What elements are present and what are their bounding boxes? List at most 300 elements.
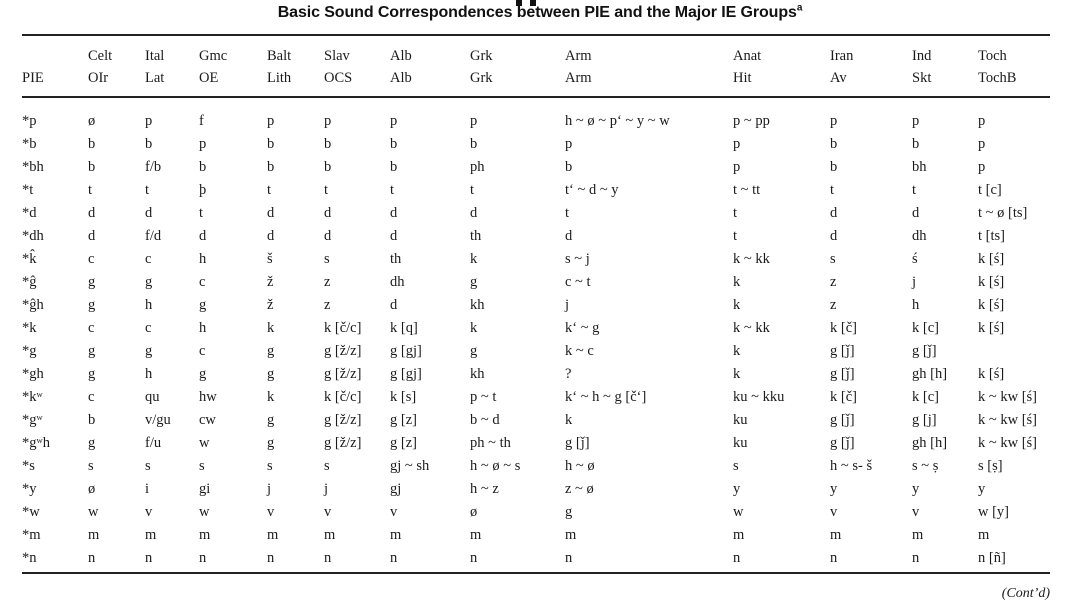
correspondence-cell: p	[978, 159, 986, 175]
correspondence-cell: š	[267, 251, 273, 267]
correspondence-cell: c	[199, 274, 206, 290]
correspondence-cell: b ~ d	[470, 412, 500, 428]
table-row	[22, 521, 1050, 544]
correspondence-cell: d	[88, 228, 96, 244]
correspondence-cell: d	[267, 205, 275, 221]
correspondence-cell: f/u	[145, 435, 162, 451]
correspondence-cell: k [č]	[830, 320, 857, 336]
correspondence-cell: g [z]	[390, 435, 417, 451]
correspondence-cell: k [ś]	[978, 366, 1005, 382]
correspondence-cell: ku	[733, 412, 748, 428]
correspondence-cell: qu	[145, 389, 160, 405]
correspondence-cell: s	[324, 458, 330, 474]
pie-phoneme-cell: *b	[22, 136, 37, 152]
header-row-langs	[22, 65, 1050, 97]
table-title	[0, 4, 1080, 22]
correspondence-cell: t	[88, 182, 93, 198]
correspondence-cell: g	[267, 343, 275, 359]
correspondence-cell: s ~ j	[565, 251, 590, 267]
correspondence-cell: g [ž/z]	[324, 412, 362, 428]
correspondence-cell: y	[733, 481, 741, 497]
table-row	[22, 130, 1050, 153]
col-lang-header: OCS	[324, 65, 390, 97]
correspondence-cell: s [ṣ]	[978, 458, 1003, 474]
correspondence-cell: g	[470, 274, 478, 290]
correspondence-cell: n	[199, 550, 207, 566]
col-lang-header: PIE	[22, 65, 88, 97]
pie-phoneme-cell: *w	[22, 504, 40, 520]
correspondence-cell: k [č/c]	[324, 389, 362, 405]
correspondence-cell: v	[145, 504, 153, 520]
correspondence-cell: f/d	[145, 228, 162, 244]
correspondence-cell: d	[565, 228, 573, 244]
correspondence-cell: g	[565, 504, 573, 520]
correspondence-cell: k ~ kk	[733, 320, 770, 336]
correspondence-cell: gj	[390, 481, 402, 497]
table-row	[22, 452, 1050, 475]
correspondence-cell: t	[390, 182, 395, 198]
table-row	[22, 475, 1050, 498]
correspondence-cell: gh [h]	[912, 366, 948, 382]
correspondence-cell: h	[199, 320, 207, 336]
table-row	[22, 176, 1050, 199]
correspondence-cell: k [č]	[830, 389, 857, 405]
correspondence-cell: c	[199, 343, 206, 359]
col-group-header: Balt	[267, 48, 292, 64]
correspondence-cell: d	[390, 228, 398, 244]
correspondence-cell: k	[470, 320, 478, 336]
correspondence-cell: s	[145, 458, 151, 474]
correspondence-cell: h ~ ø	[565, 458, 595, 474]
correspondence-cell: k‘ ~ h ~ g [č‘]	[565, 389, 647, 405]
correspondence-cell: h	[199, 251, 207, 267]
correspondence-cell: th	[470, 228, 482, 244]
correspondence-cell: ś	[912, 251, 918, 267]
correspondence-cell: k	[267, 320, 275, 336]
correspondence-cell: j	[912, 274, 917, 290]
col-lang-header: TochB	[978, 65, 1050, 97]
correspondence-cell: ku ~ kku	[733, 389, 785, 405]
correspondence-cell: d	[199, 228, 207, 244]
correspondence-cell: w	[199, 435, 210, 451]
correspondence-cell: t ~ ø [ts]	[978, 205, 1028, 221]
correspondence-cell: c	[145, 320, 152, 336]
table-row	[22, 222, 1050, 245]
correspondence-cell: g	[267, 366, 275, 382]
col-lang-header: Skt	[912, 65, 978, 97]
correspondence-cell: k	[565, 412, 573, 428]
col-lang-header: OE	[199, 65, 267, 97]
correspondence-cell: c	[88, 251, 95, 267]
table-row	[22, 429, 1050, 452]
correspondence-cell: h ~ z	[470, 481, 499, 497]
pie-phoneme-cell: *gh	[22, 366, 44, 382]
correspondence-cell: k [ś]	[978, 297, 1005, 313]
correspondence-cell: b	[470, 136, 478, 152]
correspondence-cell: n	[830, 550, 838, 566]
correspondence-cell: m	[199, 527, 211, 543]
correspondence-cell: t	[199, 205, 204, 221]
title-footnote-marker: a	[796, 2, 803, 14]
col-group-header: Celt	[88, 48, 113, 64]
correspondence-cell: b	[88, 159, 96, 175]
correspondence-cell: m	[470, 527, 482, 543]
correspondence-cell: t	[324, 182, 329, 198]
table-row	[22, 291, 1050, 314]
correspondence-cell: c	[145, 251, 152, 267]
continued-note: (Cont’d)	[1001, 586, 1050, 601]
correspondence-cell: hw	[199, 389, 217, 405]
correspondence-cell: p	[145, 113, 153, 129]
correspondence-cell: kh	[470, 366, 485, 382]
correspondence-cell: n	[145, 550, 153, 566]
correspondence-cell: b	[145, 136, 153, 152]
correspondence-cell: g [ǰ]	[830, 343, 855, 359]
pie-phoneme-cell: *k̂	[22, 251, 37, 267]
pie-phoneme-cell: *s	[22, 458, 35, 474]
correspondence-cell: b	[88, 412, 96, 428]
correspondence-cell: þ	[199, 182, 207, 198]
correspondence-cell: w [y]	[978, 504, 1010, 520]
title-text: Basic Sound Correspondences between PIE and the Major IE Groups	[277, 4, 797, 21]
correspondence-cell: t [ts]	[978, 228, 1005, 244]
col-lang-header: Av	[830, 65, 912, 97]
correspondence-cell: ø	[470, 504, 478, 520]
correspondence-cell: p	[912, 113, 920, 129]
correspondence-cell: t	[267, 182, 272, 198]
correspondence-cell: s ~ ṣ	[912, 458, 939, 474]
correspondence-cell: g	[88, 343, 96, 359]
correspondence-cell: g	[199, 366, 207, 382]
correspondence-cell: p	[733, 136, 741, 152]
correspondence-cell: b	[830, 159, 838, 175]
correspondence-cell: p	[565, 136, 573, 152]
table-row	[22, 498, 1050, 521]
correspondence-cell: b	[912, 136, 920, 152]
correspondence-cell: d	[324, 205, 332, 221]
correspondence-cell: b	[390, 136, 398, 152]
correspondence-cell: ž	[267, 297, 274, 313]
correspondence-cell: k ~ kk	[733, 251, 770, 267]
correspondence-cell: g	[88, 297, 96, 313]
pie-phoneme-cell: *m	[22, 527, 41, 543]
correspondence-cell: m	[390, 527, 402, 543]
correspondence-cell: k	[733, 343, 741, 359]
correspondence-cell: c	[88, 320, 95, 336]
correspondence-cell: y	[830, 481, 838, 497]
pie-phoneme-cell: *kʷ	[22, 389, 43, 405]
correspondence-cell: m	[145, 527, 157, 543]
col-group-header: Ind	[912, 48, 932, 64]
correspondence-cell: i	[145, 481, 150, 497]
correspondence-cell: d	[830, 228, 838, 244]
correspondence-cell: h ~ ø ~ p‘ ~ y ~ w	[565, 113, 670, 129]
correspondence-cell: g [gj]	[390, 366, 422, 382]
correspondence-cell: v	[390, 504, 398, 520]
correspondence-table	[22, 34, 1050, 574]
correspondence-cell: t	[912, 182, 917, 198]
correspondence-cell: gj ~ sh	[390, 458, 430, 474]
correspondence-cell: m	[267, 527, 279, 543]
correspondence-cell: k	[267, 389, 275, 405]
correspondence-cell: g	[145, 343, 153, 359]
correspondence-cell: th	[390, 251, 402, 267]
correspondence-cell: z ~ ø	[565, 481, 594, 497]
correspondence-cell: g [j]	[912, 412, 937, 428]
table-body	[22, 97, 1050, 573]
correspondence-cell: s	[88, 458, 94, 474]
correspondence-cell: f/b	[145, 159, 162, 175]
correspondence-cell: k	[733, 274, 741, 290]
correspondence-cell: d	[470, 205, 478, 221]
col-lang-header: Grk	[470, 65, 565, 97]
correspondence-cell: d	[912, 205, 920, 221]
pie-phoneme-cell: *g	[22, 343, 37, 359]
correspondence-cell: ž	[267, 274, 274, 290]
correspondence-cell: c	[88, 389, 95, 405]
correspondence-cell: g [ǰ]	[830, 435, 855, 451]
correspondence-cell: ph	[470, 159, 485, 175]
col-lang-header: Lat	[145, 65, 199, 97]
table-row	[22, 314, 1050, 337]
pie-phoneme-cell: *k	[22, 320, 37, 336]
correspondence-cell: j	[267, 481, 272, 497]
correspondence-cell: p	[267, 113, 275, 129]
correspondence-cell: n	[470, 550, 478, 566]
correspondence-cell: p	[830, 113, 838, 129]
correspondence-cell: g	[88, 274, 96, 290]
pie-phoneme-cell: *y	[22, 481, 37, 497]
pie-phoneme-cell: *t	[22, 182, 34, 198]
table-row	[22, 406, 1050, 429]
correspondence-cell	[978, 337, 1050, 360]
correspondence-cell: v	[324, 504, 332, 520]
correspondence-cell: z	[324, 297, 331, 313]
pie-phoneme-cell: *ĝh	[22, 297, 44, 313]
correspondence-cell: b	[324, 159, 332, 175]
correspondence-cell: y	[978, 481, 986, 497]
correspondence-cell: g	[267, 412, 275, 428]
correspondence-cell: n [ñ]	[978, 550, 1006, 566]
pie-phoneme-cell: *bh	[22, 159, 44, 175]
correspondence-cell: j	[565, 297, 570, 313]
correspondence-cell: z	[324, 274, 331, 290]
correspondence-cell: g [ǰ]	[830, 366, 855, 382]
correspondence-cell: k ~ kw [ś]	[978, 412, 1037, 428]
col-group-header: Gmc	[199, 48, 228, 64]
correspondence-cell: s	[324, 251, 330, 267]
col-lang-header: Hit	[733, 65, 830, 97]
pie-phoneme-cell: *gʷh	[22, 435, 50, 451]
correspondence-cell: g	[470, 343, 478, 359]
correspondence-cell: m	[912, 527, 924, 543]
correspondence-cell: v	[830, 504, 838, 520]
correspondence-cell: b	[267, 136, 275, 152]
correspondence-cell: b	[199, 159, 207, 175]
correspondence-cell: n	[565, 550, 573, 566]
correspondence-cell: k [ś]	[978, 320, 1005, 336]
col-lang-header: OIr	[88, 65, 145, 97]
correspondence-cell: m	[88, 527, 100, 543]
correspondence-cell: h ~ s- š	[830, 458, 873, 474]
correspondence-cell: h	[145, 297, 153, 313]
correspondence-cell: z	[830, 297, 837, 313]
correspondence-cell: k [c]	[912, 320, 939, 336]
correspondence-cell: w	[733, 504, 744, 520]
pie-phoneme-cell: *gʷ	[22, 412, 43, 428]
correspondence-cell: j	[324, 481, 329, 497]
correspondence-cell: m	[978, 527, 990, 543]
correspondence-cell: t‘ ~ d ~ y	[565, 182, 619, 198]
correspondence-cell: h	[145, 366, 153, 382]
correspondence-cell: t	[733, 228, 738, 244]
correspondence-cell: m	[830, 527, 842, 543]
correspondence-cell: gh [h]	[912, 435, 948, 451]
correspondence-cell: p ~ pp	[733, 113, 770, 129]
correspondence-cell: g [z]	[390, 412, 417, 428]
correspondence-cell: k [ś]	[978, 251, 1005, 267]
correspondence-cell: g [ǰ]	[912, 343, 937, 359]
correspondence-cell: t	[470, 182, 475, 198]
correspondence-cell: k [q]	[390, 320, 418, 336]
correspondence-cell: p ~ t	[470, 389, 497, 405]
correspondence-cell: v	[912, 504, 920, 520]
correspondence-cell: m	[733, 527, 745, 543]
col-lang-header: Alb	[390, 65, 470, 97]
correspondence-cell: m	[324, 527, 336, 543]
correspondence-cell: f	[199, 113, 204, 129]
correspondence-cell: t	[145, 182, 150, 198]
correspondence-cell: n	[88, 550, 96, 566]
correspondence-cell: dh	[912, 228, 927, 244]
correspondence-cell: d	[267, 228, 275, 244]
correspondence-cell: g	[145, 274, 153, 290]
col-group-header: Alb	[390, 48, 412, 64]
col-group-header: Grk	[470, 48, 493, 64]
correspondence-cell: k ~ kw [ś]	[978, 435, 1037, 451]
pie-phoneme-cell: *p	[22, 113, 37, 129]
table-row	[22, 360, 1050, 383]
correspondence-cell: b	[565, 159, 573, 175]
correspondence-cell: g [ž/z]	[324, 366, 362, 382]
col-lang-header: Lith	[267, 65, 324, 97]
correspondence-cell: d	[145, 205, 153, 221]
correspondence-cell: s	[267, 458, 273, 474]
correspondence-cell: g [ž/z]	[324, 435, 362, 451]
correspondence-cell: p	[390, 113, 398, 129]
correspondence-cell: ø	[88, 113, 96, 129]
correspondence-cell: ku	[733, 435, 748, 451]
correspondence-cell: t [c]	[978, 182, 1002, 198]
correspondence-cell: n	[390, 550, 398, 566]
correspondence-cell: n	[324, 550, 332, 566]
correspondence-cell: g	[199, 297, 207, 313]
correspondence-cell: g [ǰ]	[830, 412, 855, 428]
correspondence-cell: w	[199, 504, 210, 520]
correspondence-cell: bh	[912, 159, 927, 175]
table-row	[22, 199, 1050, 222]
correspondence-cell: y	[912, 481, 920, 497]
correspondence-cell: b	[324, 136, 332, 152]
correspondence-cell: n	[267, 550, 275, 566]
correspondence-cell: d	[88, 205, 96, 221]
correspondence-cell: k [č/c]	[324, 320, 362, 336]
correspondence-cell: v/gu	[145, 412, 171, 428]
correspondence-cell: t ~ tt	[733, 182, 761, 198]
correspondence-cell: d	[830, 205, 838, 221]
correspondence-cell: d	[324, 228, 332, 244]
col-group-header: Toch	[978, 48, 1007, 64]
correspondence-cell: v	[267, 504, 275, 520]
col-group-header: Ital	[145, 48, 165, 64]
table-row	[22, 97, 1050, 130]
col-group-header	[22, 35, 88, 65]
correspondence-cell: k [ś]	[978, 274, 1005, 290]
correspondence-cell: p	[733, 159, 741, 175]
correspondence-cell: n	[733, 550, 741, 566]
col-group-header: Anat	[733, 48, 762, 64]
table-row	[22, 245, 1050, 268]
correspondence-cell: ?	[565, 366, 572, 382]
correspondence-cell: k [s]	[390, 389, 417, 405]
correspondence-cell: n	[912, 550, 920, 566]
correspondence-cell: p	[978, 113, 986, 129]
correspondence-cell: b	[830, 136, 838, 152]
correspondence-cell: k	[733, 366, 741, 382]
correspondence-cell: ph ~ th	[470, 435, 511, 451]
correspondence-cell: h ~ ø ~ s	[470, 458, 521, 474]
table-row	[22, 337, 1050, 360]
correspondence-cell: g	[88, 435, 96, 451]
correspondence-cell: s	[199, 458, 205, 474]
pie-phoneme-cell: *ĝ	[22, 274, 37, 290]
correspondence-cell: ø	[88, 481, 96, 497]
correspondence-cell: d	[390, 297, 398, 313]
correspondence-cell: k ~ kw [ś]	[978, 389, 1037, 405]
correspondence-cell: b	[88, 136, 96, 152]
table-row	[22, 268, 1050, 291]
pie-phoneme-cell: *dh	[22, 228, 44, 244]
correspondence-cell: t	[565, 205, 570, 221]
table-row	[22, 544, 1050, 573]
correspondence-cell: gi	[199, 481, 211, 497]
correspondence-cell: k [c]	[912, 389, 939, 405]
correspondence-cell: b	[267, 159, 275, 175]
correspondence-cell: c ~ t	[565, 274, 591, 290]
correspondence-cell: p	[199, 136, 207, 152]
correspondence-cell: b	[390, 159, 398, 175]
correspondence-cell: dh	[390, 274, 405, 290]
correspondence-cell: k ~ c	[565, 343, 594, 359]
col-group-header: Arm	[565, 48, 592, 64]
correspondence-cell: g [gj]	[390, 343, 422, 359]
table-header	[22, 35, 1050, 97]
correspondence-cell: z	[830, 274, 837, 290]
col-group-header: Slav	[324, 48, 350, 64]
correspondence-cell: d	[390, 205, 398, 221]
correspondence-cell: s	[733, 458, 739, 474]
table-row	[22, 383, 1050, 406]
pie-phoneme-cell: *d	[22, 205, 37, 221]
correspondence-cell: h	[912, 297, 920, 313]
correspondence-cell: p	[470, 113, 478, 129]
correspondence-cell: kh	[470, 297, 485, 313]
correspondence-cell: g	[88, 366, 96, 382]
pie-phoneme-cell: *n	[22, 550, 37, 566]
correspondence-cell: p	[324, 113, 332, 129]
col-lang-header: Arm	[565, 65, 733, 97]
correspondence-cell: cw	[199, 412, 216, 428]
